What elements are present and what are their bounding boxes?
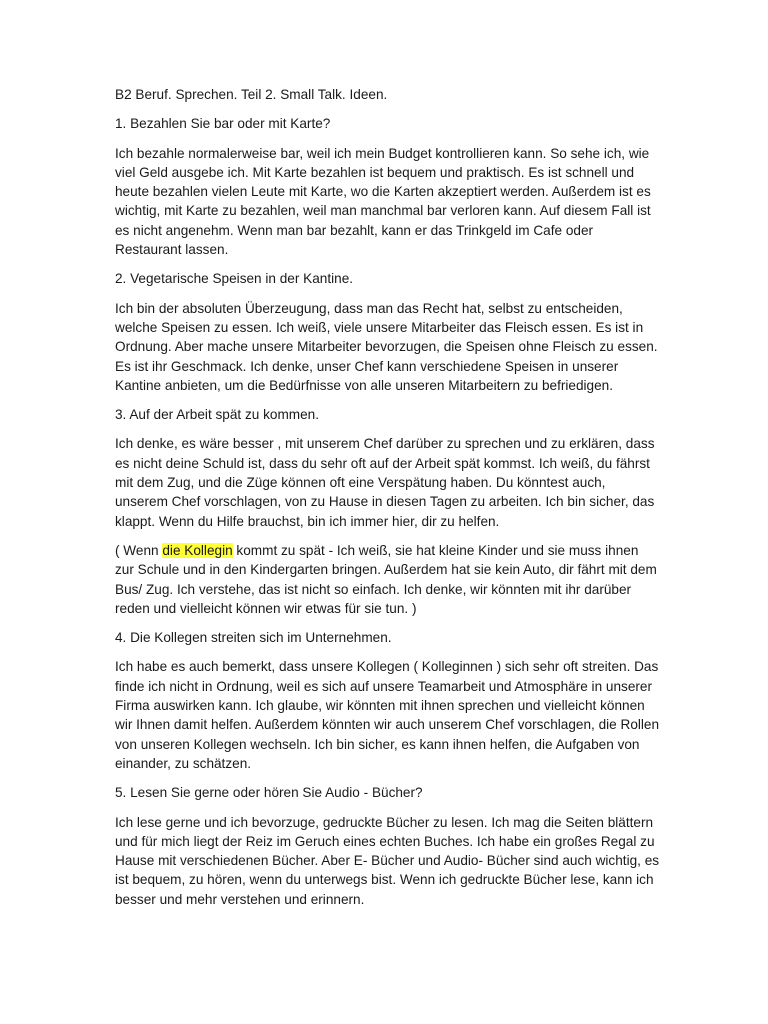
answer-1: Ich bezahle normalerweise bar, weil ich mein Budget kontrollieren kann. So sehe ich, wie viel Geld ausgebe ich. Mit Karte bezahlen ist bequem und praktisch. Es ist schnell und heute bezahlen vielen Leute mit Karte, wo die Karten akzeptiert werden. Außerdem ist es wichtig, mit Karte zu bezahlen, weil man manchmal bar verloren kann. Auf diesem Fall ist es nicht angenehm. Wenn man bar bezahlt, kann er das Trinkgeld im Cafe oder Restaurant lassen.	[115, 145, 651, 258]
answer-5: Ich lese gerne und ich bevorzuge, gedruckte Bücher zu lesen. Ich mag die Seiten blättern und für mich liegt der Reiz im Geruch eines echten Buches. Ich habe ein großes Regal zu Hause mit verschiedenen Bücher. Aber E- Bücher und Audio- Bücher sind auch wichtig, es ist bequem, zu hören, wenn du unterwegs bist. Wenn ich gedruckte Bücher lese, kann ich besser und mehr verstehen und erinnern.	[115, 814, 660, 907]
question-5: 5. Lesen Sie gerne oder hören Sie Audio - Bücher?	[115, 785, 423, 801]
answer-4: Ich habe es auch bemerkt, dass unsere Kollegen ( Kolleginnen ) sich sehr oft streiten. Das finde ich nicht in Ordnung, weil es sich auf unsere Teamarbeit und Atmosphäre in unserer Firma auswirken kann. Ich glaube, wir könnten mit ihnen sprechen und vielleicht können wir Ihnen damit helfen. Außerdem könnten wir auch unserem Chef vorschlagen, die Rollen von unseren Kollegen wechseln. Ich bin sicher, es kann ihnen helfen, die Aufgaben von einander, zu schätzen.	[115, 659, 660, 771]
question-2: 2. Vegetarische Speisen in der Kantine.	[115, 271, 354, 287]
document-page	[115, 85, 660, 919]
answer-2: Ich bin der absoluten Überzeugung, dass man das Recht hat, selbst zu entscheiden, welche Speisen zu essen. Ich weiß, viele unsere Mitarbeiter das Fleisch essen. Es ist in Ordnung. Aber mache unsere Mitarbeiter bevorzugen, die Speisen ohne Fleisch zu essen. Es ist ihr Geschmack. Ich denke, unser Chef kann verschiedene Speisen in unserer Kantine anbieten, um die Bedürfnisse von alle unseren Mitarbeitern zu befriedigen.	[115, 300, 658, 393]
note-text-after: kommt zu spät - Ich weiß, sie hat kleine Kinder und sie muss ihnen zur Schule und in den Kindergarten bringen. Außerdem hat sie kein Auto, dir fährt mit dem Bus/ Zug. Ich verstehe, das ist nicht so einfach. Ich denke, wir könnten mit ihr darüber reden und vielleicht können wir etwas für sie tun. )	[115, 542, 657, 616]
highlighted-text: die Kollegin	[162, 542, 233, 558]
answer-3-note	[115, 541, 660, 618]
question-1: 1. Bezahlen Sie bar oder mit Karte?	[115, 116, 331, 132]
question-4: 4. Die Kollegen streiten sich im Unternehmen.	[115, 630, 392, 646]
document-title: B2 Beruf. Sprechen. Teil 2. Small Talk. Ideen.	[115, 87, 388, 102]
note-text-before: ( Wenn	[115, 542, 163, 558]
answer-3: Ich denke, es wäre besser , mit unserem Chef darüber zu sprechen und zu erklären, dass es nicht deine Schuld ist, dass du sehr oft auf der Arbeit spät kommst. Ich weiß, du fährst mit dem Zug, und die Züge können oft eine Verspätung haben. Du könntest auch, unserem Chef vorschlagen, von zu Hause in diesen Tagen zu arbeiten. Ich bin sicher, das klappt. Wenn du Hilfe brauchst, bin ich immer hier, dir zu helfen.	[115, 436, 655, 529]
question-3: 3. Auf der Arbeit spät zu kommen.	[115, 407, 320, 423]
